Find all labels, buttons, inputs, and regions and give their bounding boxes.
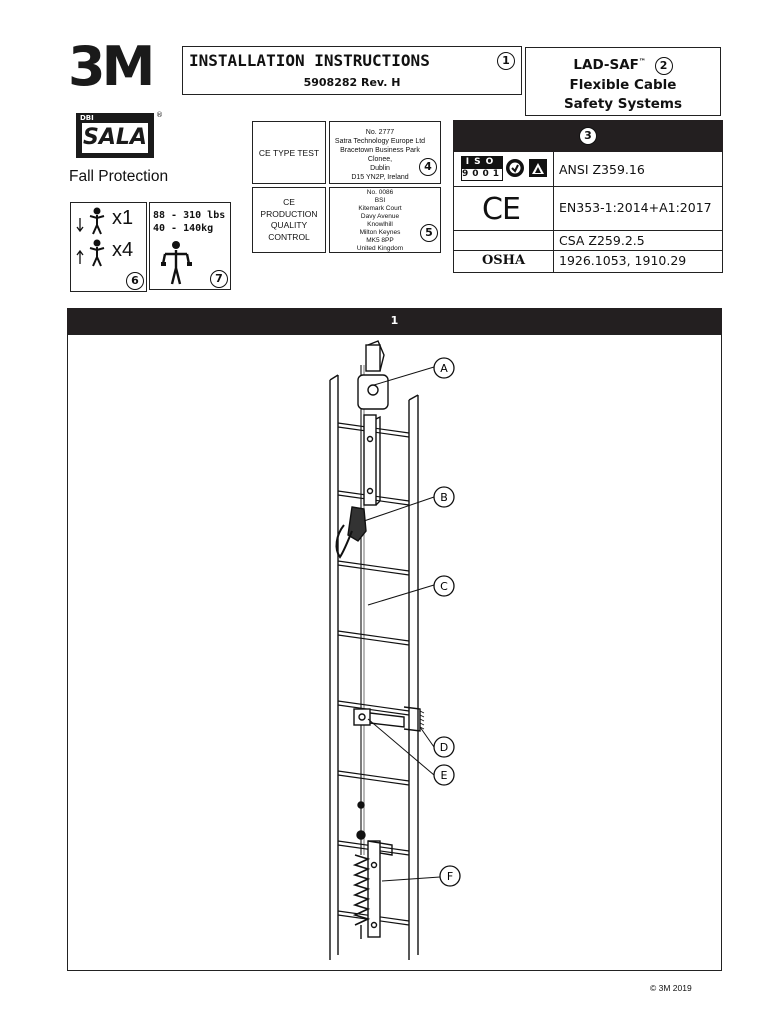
iso-9001-badge: ISO 9001 [462, 157, 504, 179]
callout-f [440, 866, 460, 886]
page-title: INSTALLATION INSTRUCTIONS [189, 51, 430, 70]
registered-mark: ® [156, 111, 163, 119]
callout-a [434, 358, 454, 378]
worker-with-tool-icon [156, 240, 196, 286]
doc-number: 5908282 Rev. H [303, 76, 401, 89]
descending-user-icon [75, 206, 111, 236]
svg-text:E: E [440, 769, 448, 782]
marker-4: 4 [419, 158, 437, 176]
svg-text:B: B [440, 491, 448, 504]
ce-production-body-box [329, 187, 441, 253]
3m-logo: 3M [68, 35, 152, 98]
product-line-1: Flexible Cable [569, 77, 677, 93]
descending-count: x1 [112, 207, 134, 229]
ladder-cable-system-diagram [68, 335, 721, 970]
standards-table [453, 152, 723, 273]
division-label: Fall Protection [69, 168, 169, 185]
capacity-lbs: 88 - 310 lbs [153, 210, 226, 221]
callout-c [434, 576, 454, 596]
ascending-user-icon [75, 238, 111, 268]
certification-seal-icon [505, 158, 525, 178]
ce-production-address: No. 0086 BSI Kitemark Court Davy Avenue Knowlhill Milton Keynes MK5 8PP United Kingdom [356, 189, 404, 252]
marker-7: 7 [210, 270, 228, 288]
figure-header [67, 308, 722, 334]
ladder-left-rail [330, 375, 338, 960]
product-line-2: Safety Systems [563, 96, 683, 112]
marker-1: 1 [497, 52, 515, 70]
cable-guide-bracket [354, 707, 424, 731]
marker-2: 2 [655, 57, 673, 75]
svg-text:F: F [446, 870, 454, 883]
standard-ansi: ANSI Z359.16 [559, 162, 645, 177]
title-box [182, 46, 522, 95]
ce-production-label: CE PRODUCTION QUALITY CONTROL [260, 197, 318, 242]
ce-type-test-label: CE TYPE TEST [258, 148, 320, 158]
ce-type-test-body-box [329, 121, 441, 184]
callout-d [434, 737, 454, 757]
figure-number: 1 [390, 314, 399, 327]
accreditation-mark-icon [528, 158, 548, 178]
marker-6: 6 [126, 272, 144, 290]
capacity-kg: 40 - 140kg [153, 223, 214, 234]
marker-5: 5 [420, 224, 438, 242]
user-count-box [70, 202, 147, 292]
svg-text:C: C [440, 580, 448, 593]
svg-text:D: D [439, 741, 449, 754]
svg-text:A: A [440, 362, 448, 375]
standard-en: EN353-1:2014+A1:2017 [559, 200, 712, 215]
cable-sleeve-device [337, 507, 366, 557]
ladder-right-rail [409, 395, 418, 960]
product-box: LAD-SAF™ 2 Flexible Cable Safety Systems [525, 47, 721, 116]
ce-type-test-address: No. 2777 Satra Technology Europe Ltd Bracetown Business Park Clonee, Dublin D15 YN2P, Ireland [334, 129, 426, 181]
ce-type-test-label-box [252, 121, 326, 184]
top-bracket-assembly [358, 341, 388, 505]
product-name: LAD-SAF [573, 57, 639, 73]
standard-osha: 1926.1053, 1910.29 [559, 253, 687, 268]
ce-mark-icon: CE [482, 192, 520, 227]
ascending-count: x4 [112, 239, 134, 261]
osha-label: OSHA [481, 253, 526, 268]
callout-e [434, 765, 454, 785]
callout-b [434, 487, 454, 507]
marker-3: 3 [579, 127, 597, 145]
standards-header [453, 120, 723, 152]
standard-csa: CSA Z259.2.5 [559, 233, 645, 248]
figure-frame [67, 334, 722, 971]
capacity-box [149, 202, 231, 290]
ce-production-label-box [252, 187, 326, 253]
dbi-sala-logo: DBI SALA [76, 113, 154, 158]
bottom-bracket-assembly [355, 841, 392, 939]
copyright: © 3M 2019 [650, 983, 692, 993]
